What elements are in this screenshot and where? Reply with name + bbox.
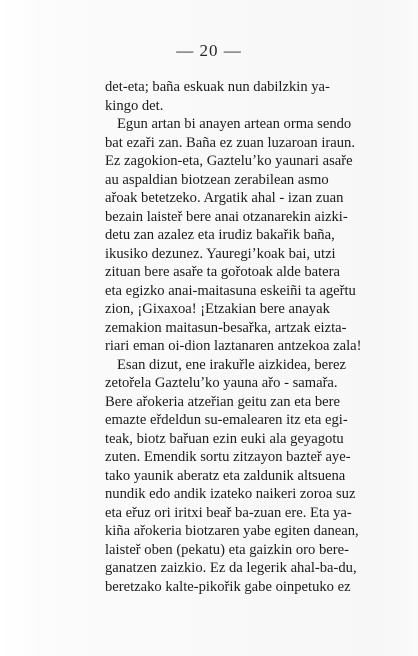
text-line: zuten. Emendik sortu zitzayon bazteř aye- [105, 449, 351, 465]
body-text [105, 78, 418, 596]
text-line: laisteř oben (pekatu) eta gaizkin oro bere- [105, 541, 349, 558]
text-line: det-eta; baña eskuak nun dabilzkin ya- [105, 79, 330, 95]
text-line: bezain laisteř bere anai otzanarekin aizki- [105, 208, 348, 225]
text-line: riari eman oi-dion laztanaren antzekoa zala! [105, 338, 362, 354]
text-line: eta egizko anai-maitasuna eskeiñi ta ageřtu [105, 282, 356, 299]
text-line: nundik edo andik izateko naikeri zoroa suz [105, 486, 356, 502]
text-line: eta eřuz ori iritxi beař ba-zuan ere. Eta ya- [105, 504, 352, 521]
text-line: ikusiko dezunez. Yauregiʼkoak bai, utzi [105, 245, 336, 262]
text-line: detu zan azalez eta irudiz bakařik baña, [105, 227, 335, 243]
text-line: zion, ¡Gixaxoa! ¡Etzakian bere anayak [105, 301, 330, 317]
text-line: Bere ařokeria atzeřian geitu zan eta bere [105, 393, 340, 410]
text-line: zemakion maitasun-besařka, artzak eizta- [105, 319, 347, 336]
text-line: zituan bere asaře ta gořotoak alde batera [105, 264, 340, 280]
text-line: emazte eřdeldun su-emalearen itz eta egi- [105, 412, 348, 428]
text-line: Egun artan bi anayen artean orma sendo [117, 116, 352, 132]
page-number: — 20 — [176, 41, 242, 60]
text-line: bat ezaři zan. Baña ez zuan luzaroan iraun. [105, 134, 355, 151]
text-line: au aspaldian biotzean zerabilean asmo [105, 171, 329, 188]
text-line: zetořela Gazteluʼko yauna ařo - samařa. [105, 375, 338, 391]
text-line: ganatzen zaizkio. Ez da legerik ahal-ba-du, [105, 560, 357, 576]
text-line: tako yaunik aberatz eta zaldunik altsuena [105, 467, 346, 484]
text-line: ařoak betetzeko. Argatik ahal - izan zuan [105, 190, 344, 206]
text-line: beretzako kalte-pikořik gabe oinpetuko ez [105, 578, 351, 595]
text-line: kingo det. [105, 97, 164, 114]
text-line: kiña ařokeria biotzaren yabe egiten danean, [105, 523, 359, 539]
text-line: Ez zagokion-eta, Gazteluʼko yaunari asaře [105, 153, 353, 169]
text-line: Esan dizut, ene irakuřle aizkidea, berez [117, 356, 346, 373]
text-line: teak, biotz bařuan ezin euki ala geyagotu [105, 430, 344, 447]
